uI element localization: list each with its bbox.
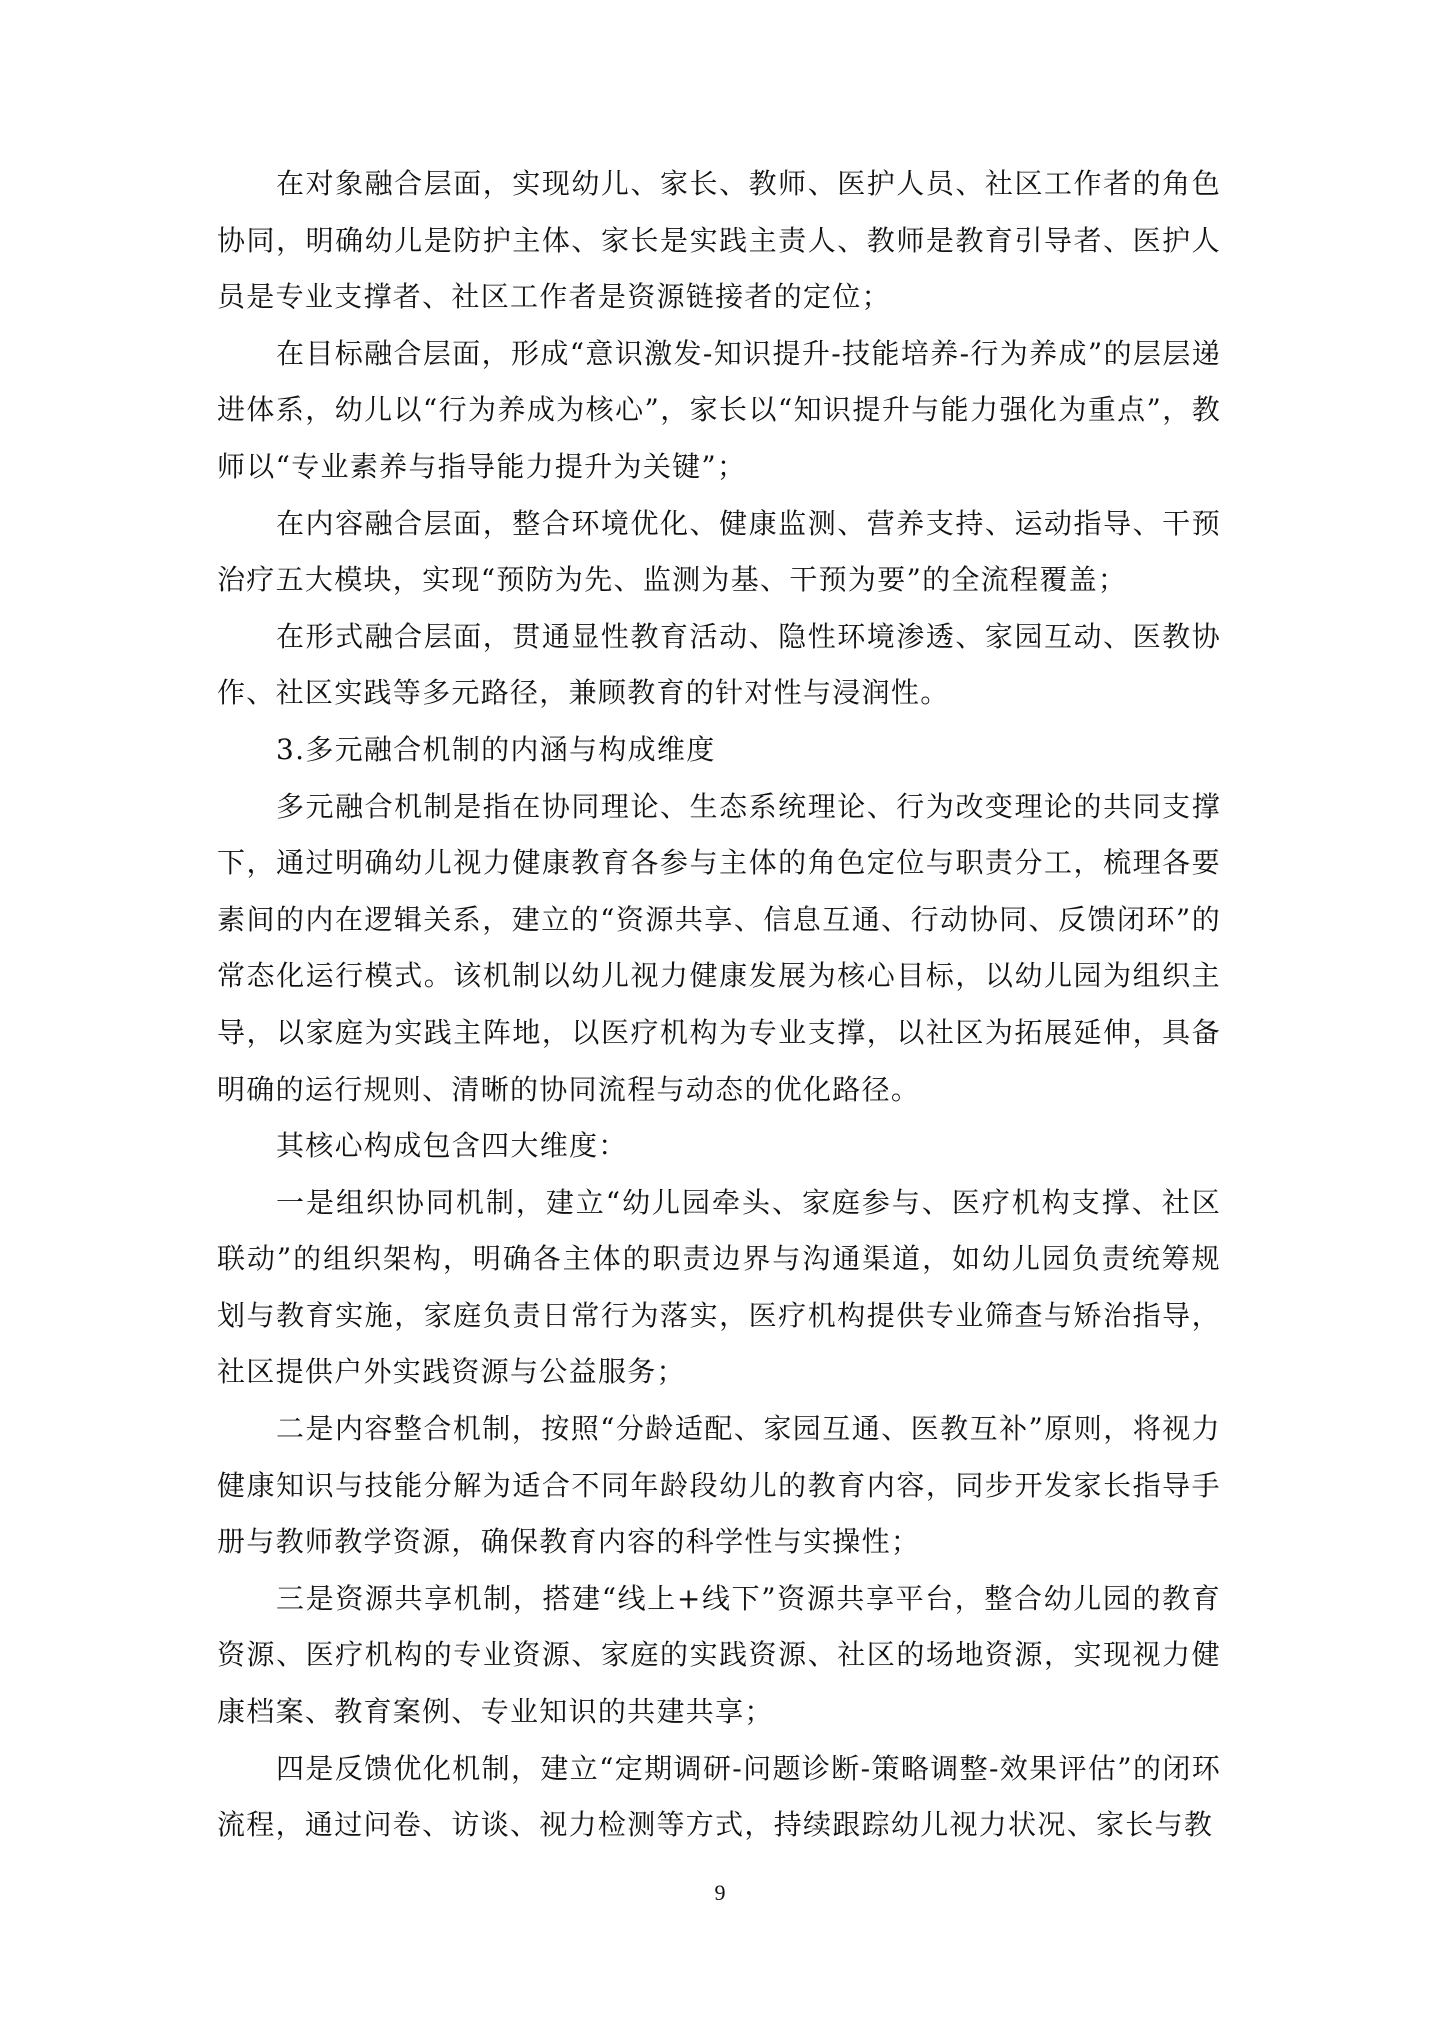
paragraph-content-integration: 二是内容整合机制，按照“分龄适配、家园互通、医教互补”原则，将视力健康知识与技能分解为适合不同年龄段幼儿的教育内容，同步开发家长指导手册与教师教学资源，确保教育内容的科学性与实操性；: [217, 1412, 1221, 1559]
paragraph-goal-fusion: 在目标融合层面，形成“意识激发-知识提升-技能培养-行为养成”的层层递进体系，幼儿以“行为养成为核心”，家长以“知识提升与能力强化为重点”，教师以“专业素养与指导能力提升为关键”；: [217, 336, 1221, 483]
paragraph-form-fusion: 在形式融合层面，贯通显性教育活动、隐性环境渗透、家园互动、医教协作、社区实践等多元路径，兼顾教育的针对性与浸润性。: [217, 619, 1221, 710]
paragraph-organization-coordination: 一是组织协同机制，建立“幼儿园牵头、家庭参与、医疗机构支撑、社区联动”的组织架构，明确各主体的职责边界与沟通渠道，如幼儿园负责统筹规划与教育实施，家庭负责日常行为落实，医疗机构提供专业筛查与矫治指导，社区提供户外实践资源与公益服务；: [217, 1185, 1221, 1389]
page-number: 9: [714, 1880, 726, 1905]
paragraph-content-fusion: 在内容融合层面，整合环境优化、健康监测、营养支持、运动指导、干预治疗五大模块，实现“预防为先、监测为基、干预为要”的全流程覆盖；: [217, 506, 1221, 597]
section-heading: 3.多元融合机制的内涵与构成维度: [276, 732, 716, 766]
body-text: [217, 156, 1221, 1854]
paragraph-feedback-optimization: 四是反馈优化机制，建立“定期调研-问题诊断-策略调整-效果评估”的闭环流程，通过问卷、访谈、视力检测等方式，持续跟踪幼儿视力状况、家长与教: [217, 1751, 1221, 1842]
paragraph-mechanism-definition: 多元融合机制是指在协同理论、生态系统理论、行为改变理论的共同支撑下，通过明确幼儿视力健康教育各参与主体的角色定位与职责分工，梳理各要素间的内在逻辑关系，建立的“资源共享、信息互通、行动协同、反馈闭环”的常态化运行模式。该机制以幼儿视力健康发展为核心目标，以幼儿园为组织主导，以家庭为实践主阵地，以医疗机构为专业支撑，以社区为拓展延伸，具备明确的运行规则、清晰的协同流程与动态的优化路径。: [217, 789, 1221, 1106]
paragraph-resource-sharing: 三是资源共享机制，搭建“线上+线下”资源共享平台，整合幼儿园的教育资源、医疗机构的专业资源、家庭的实践资源、社区的场地资源，实现视力健康档案、教育案例、专业知识的共建共享；: [217, 1581, 1221, 1729]
paragraph-object-fusion: 在对象融合层面，实现幼儿、家长、教师、医护人员、社区工作者的角色协同，明确幼儿是防护主体、家长是实践主责人、教师是教育引导者、医护人员是专业支撑者、社区工作者是资源链接者的定位；: [217, 167, 1221, 314]
paragraph-four-dimensions-intro: 其核心构成包含四大维度：: [276, 1129, 628, 1163]
